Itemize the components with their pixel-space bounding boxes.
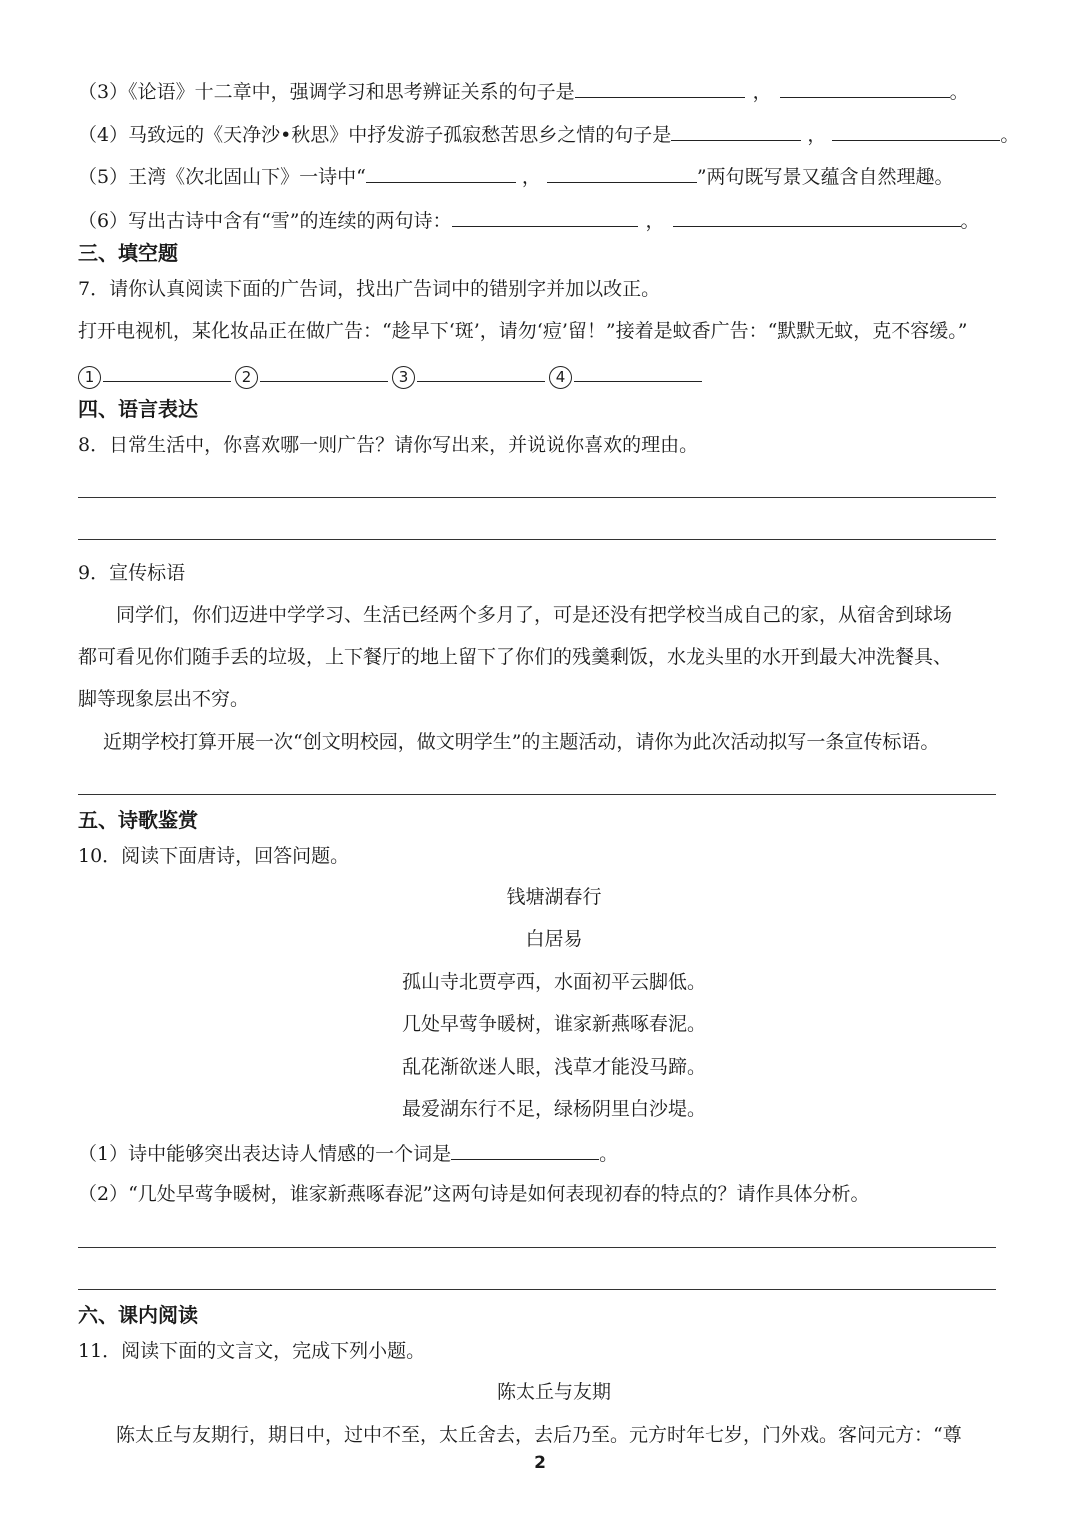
correction-blanks-row [78, 361, 702, 389]
answer-blank[interactable] [671, 120, 801, 141]
classical-text-line: 陈太丘与友期行，期日中，过中不至，太丘舍去，去后乃至。元方时年七岁，门外戏。客问元方：“尊 [116, 1424, 962, 1446]
question-6-text: （6）写出古诗中含有“雪”的连续的两句诗： [78, 210, 452, 232]
circled-number-1: 1 [78, 366, 101, 389]
question-9-paragraph-line: 都可看见你们随手丢的垃圾，上下餐厅的地上留下了你们的残羹剩饭，水龙头里的水开到最大冲洗餐具、 [78, 646, 953, 668]
circled-number-2: 2 [235, 366, 258, 389]
answer-line[interactable] [78, 794, 996, 795]
answer-blank[interactable] [451, 1139, 599, 1160]
question-7-prompt: 7．请你认真阅读下面的广告词，找出广告词中的错别字并加以改正。 [78, 278, 661, 300]
poem-author: 白居易 [525, 928, 583, 950]
answer-blank[interactable] [547, 162, 697, 183]
answer-blank[interactable] [574, 361, 702, 382]
poem-title: 钱塘湖春行 [506, 886, 602, 908]
answer-line[interactable] [78, 1247, 996, 1248]
answer-blank[interactable] [575, 77, 745, 98]
circled-number-4: 4 [549, 366, 572, 389]
answer-blank[interactable] [103, 361, 231, 382]
question-8-prompt: 8．日常生活中，你喜欢哪一则广告？请你写出来，并说说你喜欢的理由。 [78, 434, 699, 456]
answer-blank[interactable] [366, 162, 516, 183]
question-5-line: （5）王湾《次北固山下》一诗中“ ， ”两句既写景又蕴含自然理趣。 [78, 162, 954, 190]
answer-blank[interactable] [417, 361, 545, 382]
question-3-line: （3）《论语》十二章中，强调学习和思考辨证关系的句子是 ， 。 [78, 77, 969, 105]
poem-line: 孤山寺北贾亭西，水面初平云脚低。 [401, 971, 706, 993]
question-4-line: （4）马致远的《天净沙•秋思》中抒发游子孤寂愁苦思乡之情的句子是 ， 。 [78, 120, 1019, 148]
answer-blank[interactable] [780, 77, 950, 98]
question-9-paragraph-line: 同学们，你们迈进中学学习、生活已经两个多月了，可是还没有把学校当成自己的家，从宿舍到球场 [116, 604, 953, 626]
section-3-heading: 三、填空题 [78, 241, 178, 265]
ad-text: 打开电视机，某化妆品正在做广告：“趁早下‘斑’，请勿‘痘’留！”接着是蚊香广告：“默默无蚊，克不容缓。” [78, 320, 968, 342]
poem-line: 最爱湖东行不足，绿杨阴里白沙堤。 [401, 1098, 706, 1120]
page-number: 2 [534, 1453, 546, 1473]
question-9-paragraph-line: 脚等现象层出不穷。 [78, 688, 250, 710]
question-9-title: 9．宣传标语 [78, 562, 186, 584]
answer-blank[interactable] [832, 120, 1000, 141]
section-5-heading: 五、诗歌鉴赏 [78, 808, 198, 832]
poem-line: 乱花渐欲迷人眼，浅草才能没马蹄。 [401, 1056, 706, 1078]
circled-number-3: 3 [392, 366, 415, 389]
question-11-prompt: 11．阅读下面的文言文，完成下列小题。 [78, 1340, 426, 1362]
classical-text-title: 陈太丘与友期 [496, 1381, 611, 1403]
section-4-heading: 四、语言表达 [78, 397, 198, 421]
question-10-sub-1: （1）诗中能够突出表达诗人情感的一个词是 。 [78, 1139, 618, 1167]
question-10-prompt: 10．阅读下面唐诗，回答问题。 [78, 845, 350, 867]
question-4-text: （4）马致远的《天净沙•秋思》中抒发游子孤寂愁苦思乡之情的句子是 [78, 124, 672, 146]
answer-blank[interactable] [452, 206, 638, 227]
question-3-text: （3）《论语》十二章中，强调学习和思考辨证关系的句子是 [78, 81, 575, 103]
section-6-heading: 六、课内阅读 [78, 1303, 198, 1327]
question-6-line: （6）写出古诗中含有“雪”的连续的两句诗： ， 。 [78, 206, 980, 234]
question-5-text: （5）王湾《次北固山下》一诗中“ [78, 166, 366, 188]
answer-line[interactable] [78, 539, 996, 540]
answer-blank[interactable] [260, 361, 388, 382]
question-9-task: 近期学校打算开展一次“创文明校园，做文明学生”的主题活动，请你为此次活动拟写一条宣传标语。 [103, 731, 940, 753]
answer-line[interactable] [78, 497, 996, 498]
poem-line: 几处早莺争暖树，谁家新燕啄春泥。 [401, 1013, 706, 1035]
answer-line[interactable] [78, 1289, 996, 1290]
question-10-sub-2: （2）“几处早莺争暖树，谁家新燕啄春泥”这两句诗是如何表现初春的特点的？请作具体分析。 [78, 1183, 870, 1205]
answer-blank[interactable] [673, 206, 961, 227]
